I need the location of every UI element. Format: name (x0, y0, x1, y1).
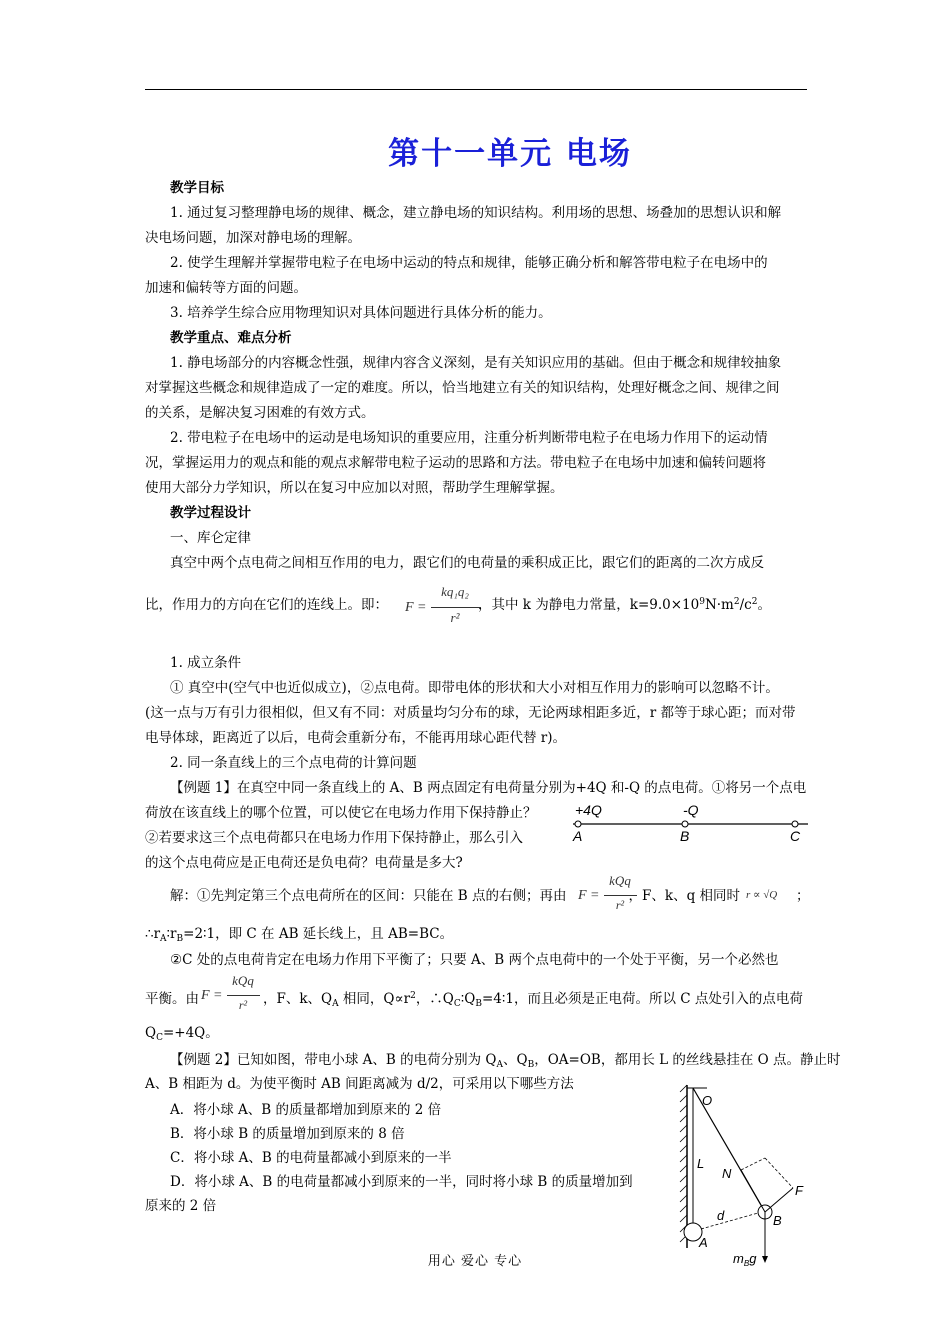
heading-process: 教学过程设计 (170, 505, 251, 521)
label-l: L (697, 1156, 705, 1171)
paragraph: 2. 带电粒子在电场中的运动是电场知识的重要应用，注重分析判断带电粒子在电场力作用下的运动情 (170, 430, 768, 446)
heading-goals: 教学目标 (170, 180, 224, 196)
example-2-text: 【例题 2】已知如图，带电小球 A、B 的电荷分别为 $Q_A$、$Q_B$，OA=OB，都用长 L 的丝线悬挂在 O 点。静止时 (170, 1052, 841, 1070)
formula-kQq-2: F = kQq r² (201, 972, 263, 1022)
point-c-label: C (790, 828, 801, 844)
paragraph: 况，掌握运用力的观点和能的观点求解带电粒子运动的思路和方法。带电粒子在电场中加速和偏转问题将 (145, 455, 766, 471)
option-b: B．将小球 B 的质量增加到原来的 8 倍 (170, 1126, 405, 1142)
parallelogram-edge (765, 1158, 793, 1188)
option-c: C．将小球 A、B 的电荷量都减小到原来的一半 (170, 1150, 452, 1166)
point-c (792, 821, 798, 827)
paragraph: 3. 培养学生综合应用物理知识对具体问题进行具体分析的能力。 (170, 305, 552, 321)
label-mbg: $m_Bg$ (733, 1251, 757, 1268)
paragraph: 真空中两个点电荷之间相互作用的电力，跟它们的电荷量的乘积成正比，跟它们的距离的二次方成反 (170, 555, 764, 571)
page-footer: 用心 爱心 专心 (427, 1254, 523, 1269)
charge-a-label: +4Q (575, 802, 602, 818)
solution-1-ratio: $\therefore r_A∶r_B=2∶1$，即 C 在 AB 延长线上，且 AB=BC。 (145, 926, 454, 944)
option-d-cont: 原来的 2 倍 (145, 1198, 217, 1214)
distance-line (701, 1213, 758, 1229)
point-b (682, 821, 688, 827)
coulomb-formula: F = kq₁q₂ r² (405, 582, 483, 632)
coulomb-law-line: 比，作用力的方向在它们的连线上。即： ，其中 k 为静电力常量，$k=9.0\times 10^9N\cdot m^2/c^2$。 (145, 597, 771, 613)
parallelogram-edge (741, 1158, 765, 1170)
paragraph: (这一点与万有引力很相似，但又有不同：对质量均匀分布的球，无论两球相距多近，r 都等于球心距；而对带 (145, 705, 796, 721)
wall-hatching (680, 1085, 687, 1242)
solution-1-line: 解：①先判定第三个点电荷所在的区间：只能在 B 点的右侧；再由 ，F、k、q 相同时 ； (170, 888, 810, 904)
label-b: B (773, 1213, 782, 1228)
header-rule (145, 89, 807, 90)
paragraph: 2. 使学生理解并掌握带电粒子在电场中运动的特点和规律，能够正确分析和解答带电粒子在电场中的 (170, 255, 768, 271)
example-1-text: 的这个点电荷应是正电荷还是负电荷？电荷量是多大? (145, 855, 463, 871)
pendulum-diagram (665, 1080, 815, 1270)
paragraph: 决电场问题，加深对静电场的理解。 (145, 230, 361, 246)
paragraph: ① 真空中(空气中也近似成立)，②点电荷。即带电体的形状和大小对相互作用力的影响可以忽略不计。 (170, 680, 779, 696)
point-b-label: B (680, 828, 690, 844)
label-n: N (722, 1166, 732, 1181)
tension-line (741, 1170, 765, 1212)
example-1-text: 荷放在该直线上的哪个位置，可以使它在电场力作用下保持静止？ (145, 805, 537, 821)
proportion-formula: r ∝ √Q (746, 889, 778, 901)
formula-kQq: F = kQq r² (578, 872, 640, 922)
charge-line-diagram (565, 796, 815, 848)
section-heading: 一、库仑定律 (170, 530, 251, 546)
label-a: A (699, 1235, 708, 1250)
charge-b-label: -Q (683, 802, 699, 818)
example-1-text: ②若要求这三个点电荷都只在电场力作用下保持静止，那么引入 (145, 830, 523, 846)
solution-2-result: $Q_C=+4Q$。 (145, 1025, 219, 1043)
paragraph: 的关系，是解决复习困难的有效方式。 (145, 405, 375, 421)
example-2-text: A、B 相距为 d。为使平衡时 AB 间距离减为 d/2，可采用以下哪些方法 (145, 1076, 574, 1092)
example-1-text: 【例题 1】在真空中同一条直线上的 A、B 两点固定有电荷量分别为+4Q 和-Q 的点电荷。①将另一个点电 (170, 780, 807, 796)
label-f: F (795, 1183, 803, 1198)
label-o: O (702, 1093, 713, 1108)
force-arrow (765, 1188, 793, 1212)
paragraph: 对掌握这些概念和规律造成了一定的难度。所以，恰当地建立有关的知识结构，处理好概念之间、规律之间 (145, 380, 780, 396)
paragraph: 1. 静电场部分的内容概念性强，规律内容含义深刻，是有关知识应用的基础。但由于概念和规律较抽象 (170, 355, 782, 371)
point-a-label: A (573, 828, 583, 844)
subheading-conditions: 1. 成立条件 (170, 655, 242, 671)
paragraph: 使用大部分力学知识，所以在复习中应加以对照，帮助学生理解掌握。 (145, 480, 564, 496)
paragraph: 1. 通过复习整理静电场的规律、概念，建立静电场的知识结构。利用场的思想、场叠加的思想认识和解 (170, 205, 782, 221)
paragraph: ②C 处的点电荷肯定在电场力作用下平衡了；只要 A、B 两个点电荷中的一个处于平衡，另一个必然也 (170, 952, 779, 968)
option-d: D．将小球 A、B 的电荷量都减小到原来的一半，同时将小球 B 的质量增加到 (170, 1174, 633, 1190)
solution-2-line: 平衡。由 ，F、k、$Q_A$ 相同，$Q\propto r^2$，$\therefore Q_C∶Q_B=4∶1$，而且必须是正电荷。所以 C 点处引入的点电荷 (145, 991, 803, 1009)
paragraph: 加速和偏转等方面的问题。 (145, 280, 307, 296)
option-a: A．将小球 A、B 的质量都增加到原来的 2 倍 (170, 1102, 442, 1118)
label-d: d (717, 1208, 725, 1223)
paragraph: 电导体球，距离近了以后，电荷会重新分布，不能再用球心距代替 r)。 (145, 730, 567, 746)
heading-key-points: 教学重点、难点分析 (170, 330, 292, 346)
point-a (575, 821, 581, 827)
page-title: 第十一单元 电场 (388, 136, 632, 172)
subheading-three-charges: 2. 同一条直线上的三个点电荷的计算问题 (170, 755, 417, 771)
